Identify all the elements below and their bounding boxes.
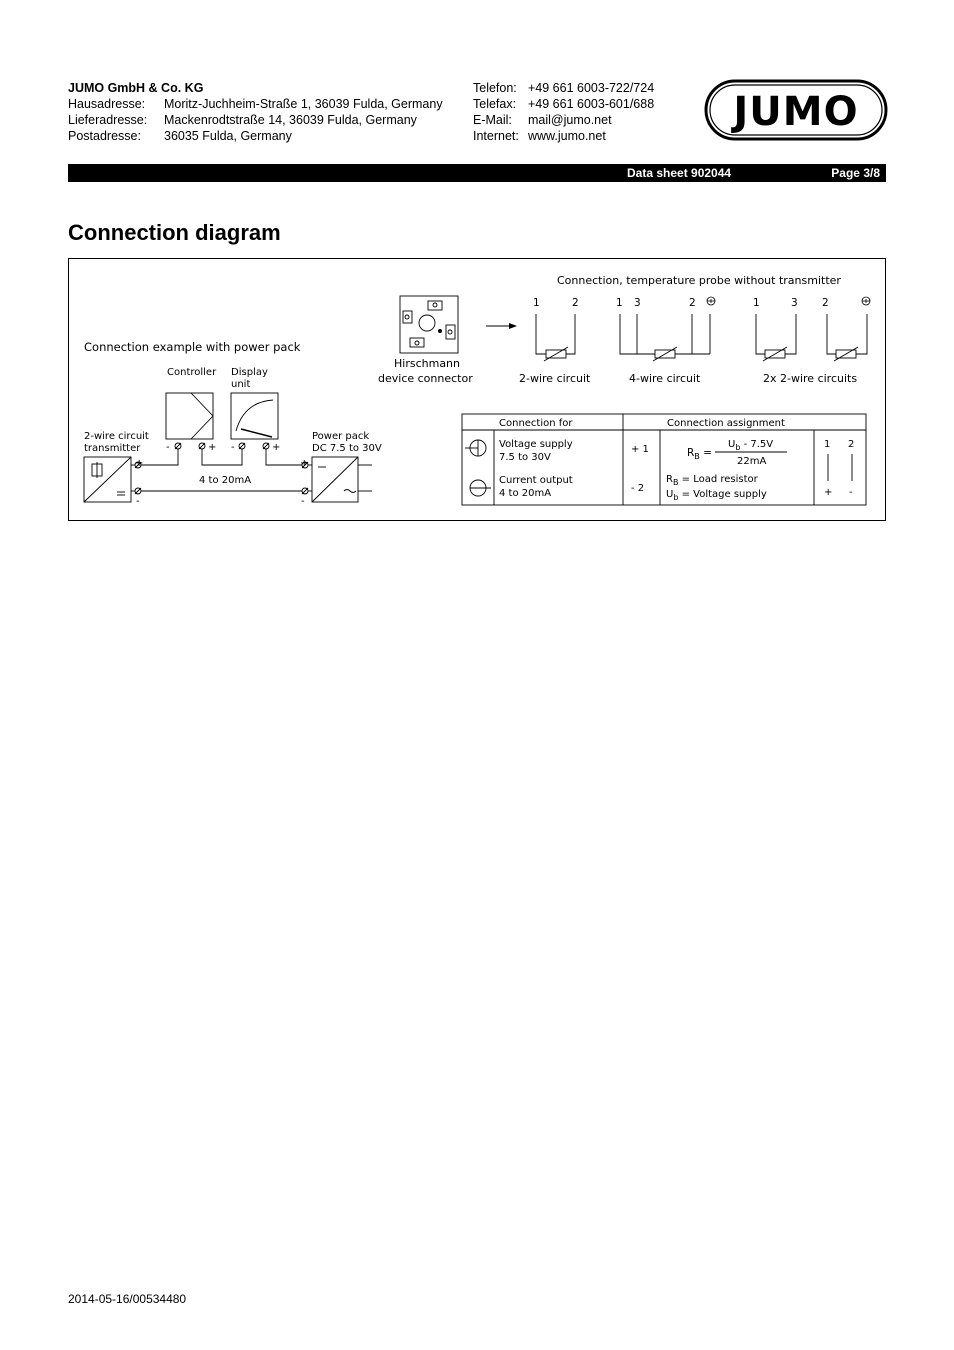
ground-icon (707, 297, 870, 305)
pin-2: 2 (572, 297, 579, 309)
voltage-supply-label: Voltage supply (499, 439, 573, 450)
datasheet-bar (68, 164, 886, 182)
contact-value: +49 661 6003-601/688 (528, 97, 655, 111)
current-label: 4 to 20mA (199, 475, 252, 486)
contact-label: E-Mail: (473, 113, 512, 127)
contact-row (473, 129, 606, 143)
minus-sign: - (136, 496, 140, 507)
address-value: Moritz-Juchheim-Straße 1, 36039 Fulda, Germany (164, 97, 443, 111)
pin-2: 2 (822, 297, 829, 309)
plus-sign: + (272, 442, 281, 453)
contact-label: Internet: (473, 129, 519, 143)
pin-numbers (533, 297, 829, 309)
address-label: Lieferadresse: (68, 113, 148, 127)
power-pack-label-2: DC 7.5 to 30V (312, 443, 382, 454)
address-row (68, 129, 292, 143)
section-title: Connection diagram (68, 220, 281, 245)
transmitter-symbol (84, 457, 131, 502)
probe-circuits (536, 314, 867, 361)
address-label: Postadresse: (68, 129, 141, 143)
transmitter-label-1: 2-wire circuit (84, 431, 149, 442)
circuit-2wire-label: 2-wire circuit (519, 372, 591, 385)
table-header-assignment: Connection assignment (667, 418, 785, 429)
display-label-2: unit (231, 379, 251, 390)
minus-sign: - (231, 442, 235, 453)
address-row (68, 97, 443, 111)
table-plus: + (824, 487, 833, 498)
address-value: 36035 Fulda, Germany (164, 129, 292, 143)
controller-label: Controller (167, 367, 217, 378)
rb-formula-label: $R_B$ = (687, 447, 712, 461)
pin-2: 2 (689, 297, 696, 309)
load-resistor-def: $R_B$ = Load resistor (666, 474, 758, 487)
current-range-label: 4 to 20mA (499, 488, 552, 499)
company-name: JUMO GmbH & Co. KG (68, 81, 204, 95)
contact-value: www.jumo.net (528, 129, 606, 143)
logo-text: JUMO (733, 89, 859, 135)
svg-text:3: 3 (634, 297, 641, 309)
connection-diagram-frame (68, 258, 886, 521)
pin-plus-1: + 1 (631, 444, 649, 455)
table-pin-2: 2 (848, 439, 855, 450)
connector-label-2: device connector (378, 372, 473, 385)
contact-value: +49 661 6003-722/724 (528, 81, 655, 95)
pin-1: 1 (533, 297, 540, 309)
pin-minus-2: - 2 (631, 483, 645, 494)
voltage-supply-def: $U_b$ = Voltage supply (666, 489, 767, 502)
address-row (68, 113, 417, 127)
table-pin-1: 1 (824, 439, 831, 450)
transmitter-label-2: transmitter (84, 443, 141, 454)
pin-1: 1 (753, 297, 760, 309)
contact-row (473, 81, 654, 95)
footer-doc-id: 2014-05-16/00534480 (68, 1292, 187, 1306)
minus-sign: - (166, 442, 170, 453)
contact-row (473, 113, 612, 127)
table-minus: - (849, 487, 853, 498)
connector-label-1: Hirschmann (394, 357, 460, 370)
address-value: Mackenrodtstraße 14, 36039 Fulda, Germany (164, 113, 417, 127)
plus-sign: + (135, 458, 144, 469)
contact-label: Telefon: (473, 81, 517, 95)
connection-diagram (69, 259, 885, 520)
rb-numerator: $U_b - 7.5V$ (728, 439, 774, 452)
table-header-connection-for: Connection for (499, 418, 573, 429)
contact-row (473, 97, 654, 111)
hirschmann-connector-symbol (400, 296, 458, 353)
plus-sign: + (208, 442, 217, 453)
pin-3-numbers (634, 297, 798, 309)
svg-text:3: 3 (791, 297, 798, 309)
controller-symbol (166, 393, 213, 439)
plus-sign: + (300, 458, 309, 469)
circuit-2x2wire-label: 2x 2-wire circuits (763, 372, 858, 385)
pin-1: 1 (616, 297, 623, 309)
voltage-range-label: 7.5 to 30V (499, 452, 551, 463)
page-number: Page 3/8 (831, 166, 880, 180)
minus-sign: - (301, 496, 305, 507)
probe-title: Connection, temperature probe without transmitter (557, 274, 841, 287)
power-pack-symbol (312, 457, 358, 502)
display-unit-symbol (231, 393, 278, 439)
current-output-label: Current output (499, 475, 573, 486)
address-label: Hausadresse: (68, 97, 146, 111)
arrow-icon (486, 323, 517, 329)
contact-label: Telefax: (473, 97, 517, 111)
display-label-1: Display (231, 367, 268, 378)
rb-denominator: 22mA (737, 456, 767, 467)
contact-value: mail@jumo.net (528, 113, 612, 127)
power-pack-label-1: Power pack (312, 431, 370, 442)
datasheet-number: Data sheet 902044 (627, 166, 732, 180)
example-title: Connection example with power pack (84, 340, 301, 354)
jumo-logo (704, 78, 888, 142)
circuit-4wire-label: 4-wire circuit (629, 372, 701, 385)
